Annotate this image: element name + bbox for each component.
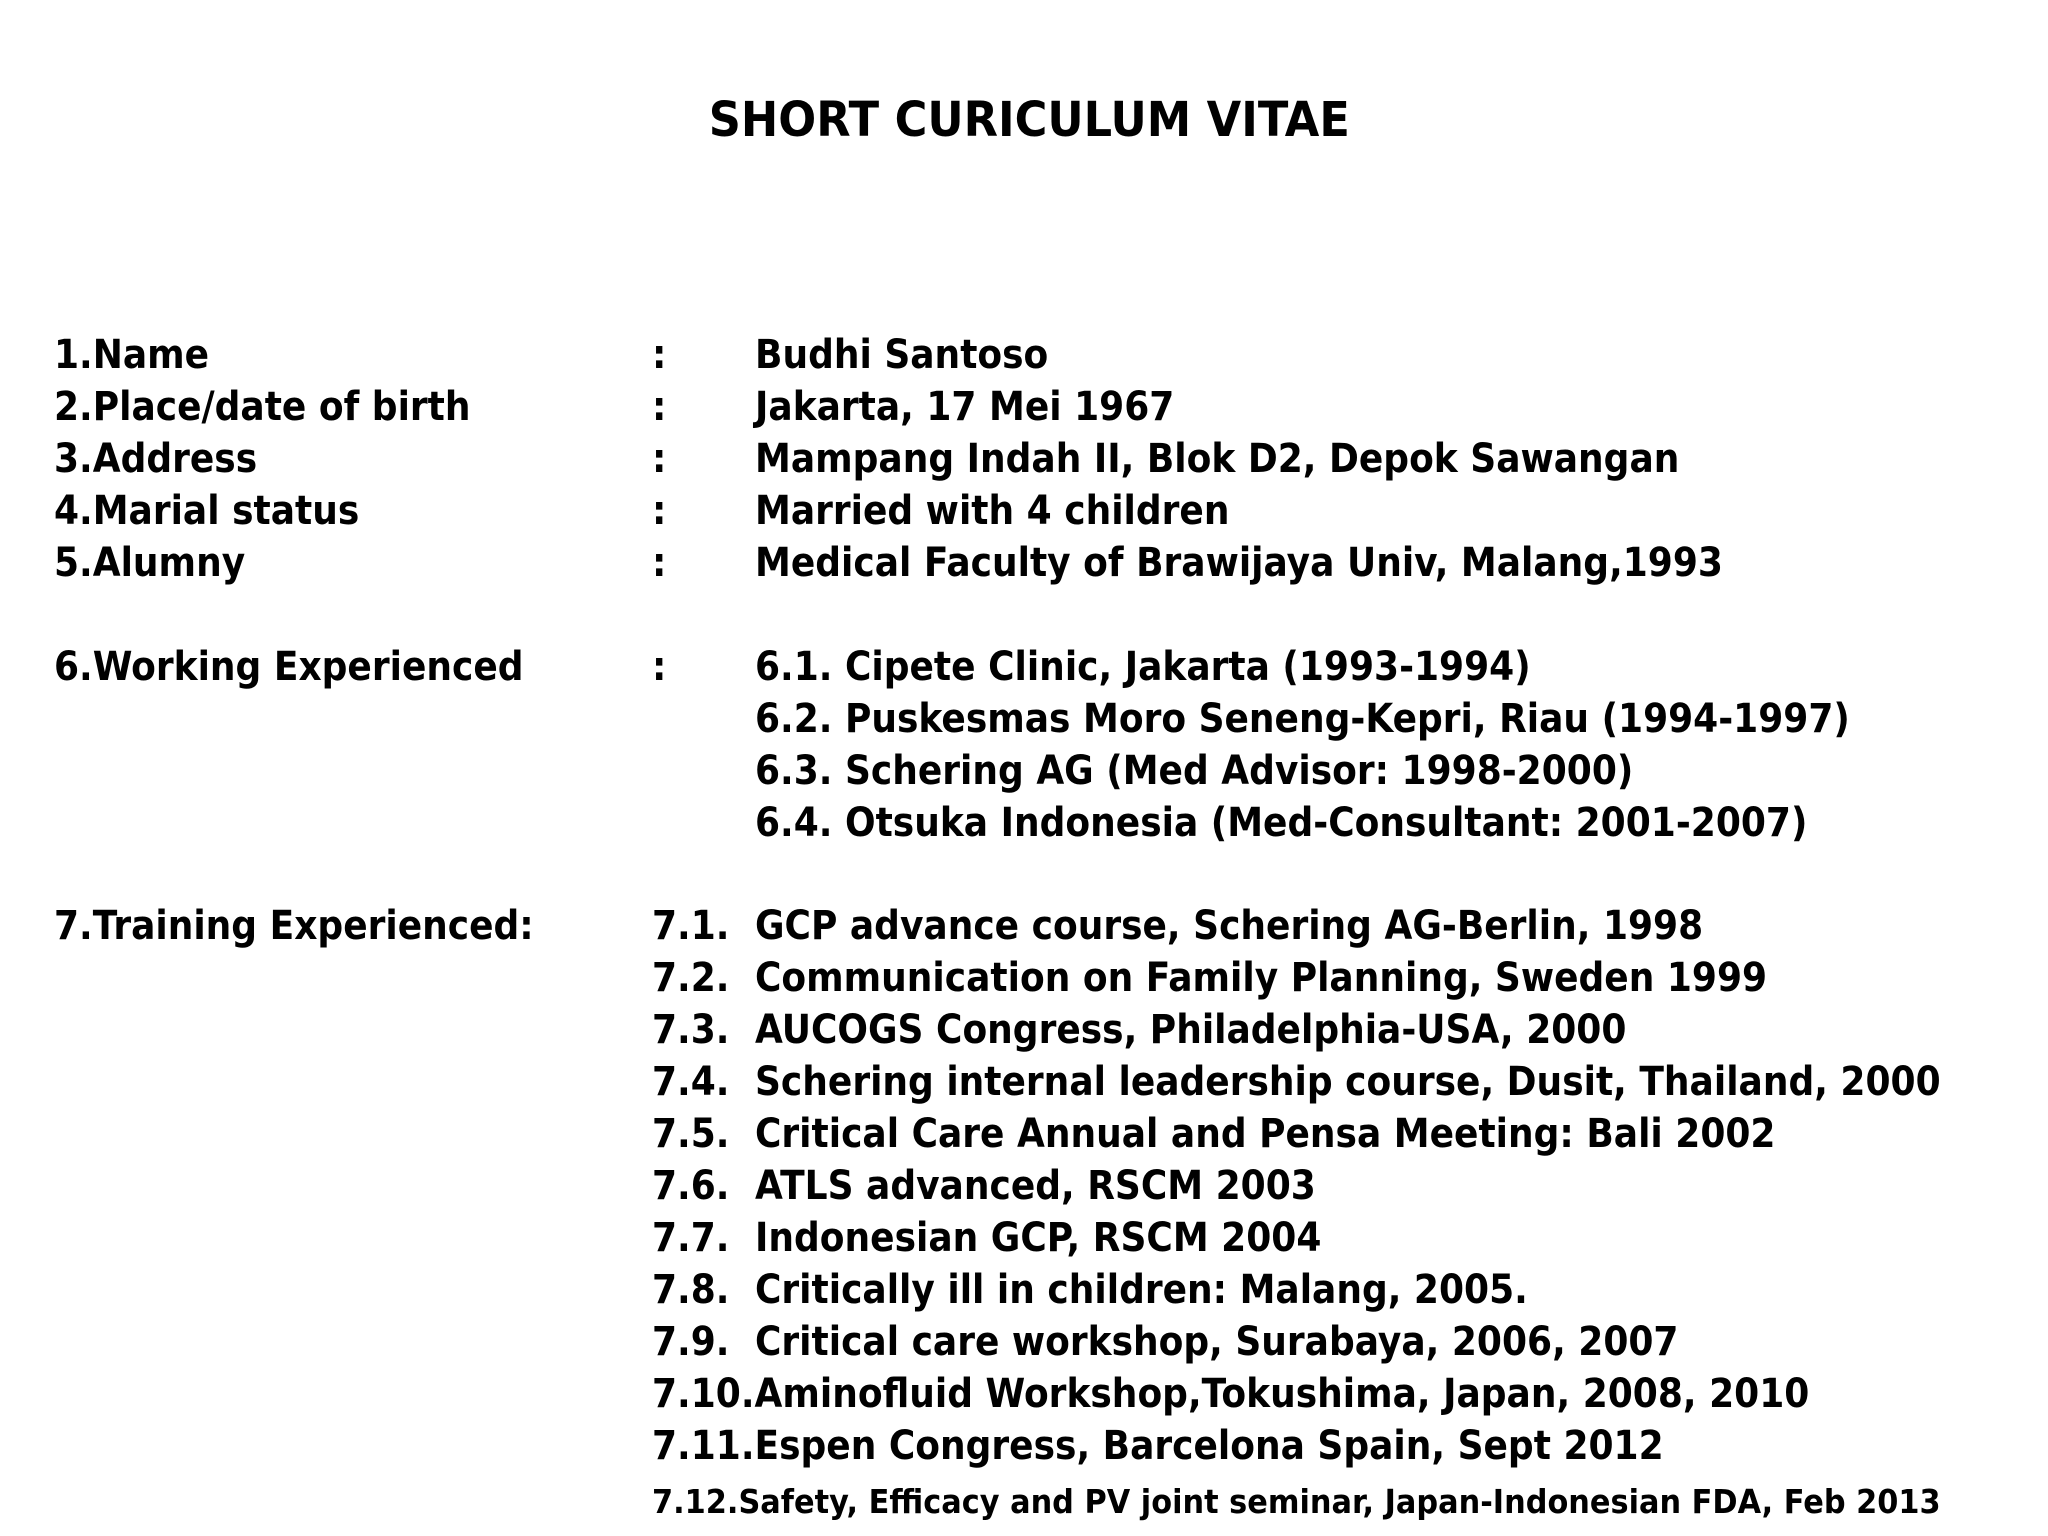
training-item-row xyxy=(0,1264,2048,1316)
training-item-text: Indonesian GCP, RSCM 2004 xyxy=(755,1215,1322,1261)
section-label: 6.Working Experienced xyxy=(54,644,524,690)
field-value: Medical Faculty of Brawijaya Univ, Malang,1993 xyxy=(755,540,1723,586)
training-experience-row xyxy=(0,900,2048,952)
working-item: 6.2. Puskesmas Moro Seneng-Kepri, Riau (1994-1997) xyxy=(755,696,1850,742)
training-item-row xyxy=(0,1004,2048,1056)
working-item: 6.3. Schering AG (Med Advisor: 1998-2000) xyxy=(755,748,1634,794)
training-item-text: AUCOGS Congress, Philadelphia-USA, 2000 xyxy=(755,1007,1627,1053)
training-item-number: 7.8. xyxy=(652,1267,730,1313)
field-separator: : xyxy=(652,488,667,534)
training-item-text: GCP advance course, Schering AG-Berlin, 1998 xyxy=(755,903,1704,949)
training-item-row xyxy=(0,1108,2048,1160)
training-item-text: ATLS advanced, RSCM 2003 xyxy=(755,1163,1316,1209)
training-item-number: 7.2. xyxy=(652,955,730,1001)
field-label: 5.Alumny xyxy=(54,540,246,586)
training-item-row xyxy=(0,1056,2048,1108)
field-separator: : xyxy=(652,644,667,690)
field-value: Budhi Santoso xyxy=(755,332,1049,378)
training-item-row xyxy=(0,952,2048,1004)
field-value: Mampang Indah II, Blok D2, Depok Sawangan xyxy=(755,436,1680,482)
name-row xyxy=(0,329,2048,381)
training-item-row xyxy=(0,1316,2048,1368)
working-item: 6.4. Otsuka Indonesia (Med-Consultant: 2001-2007) xyxy=(755,800,1808,846)
field-separator: : xyxy=(652,436,667,482)
working-item-row xyxy=(0,693,2048,745)
birth-row xyxy=(0,381,2048,433)
training-item-row xyxy=(0,1212,2048,1264)
marital-status-row xyxy=(0,485,2048,537)
field-label: 4.Marial status xyxy=(54,488,360,534)
address-row xyxy=(0,433,2048,485)
working-item-row xyxy=(0,797,2048,849)
training-item-text: 7.12.Safety, Efficacy and PV joint seminar, Japan-Indonesian FDA, Feb 2013 xyxy=(652,1482,1941,1521)
field-label: 3.Address xyxy=(54,436,258,482)
training-item-number: 7.5. xyxy=(652,1111,730,1157)
training-item-text: Critical care workshop, Surabaya, 2006, 2007 xyxy=(755,1319,1679,1365)
training-item-text: Communication on Family Planning, Sweden 1999 xyxy=(755,955,1768,1001)
training-item-number: 7.9. xyxy=(652,1319,730,1365)
training-item-number: 7.3. xyxy=(652,1007,730,1053)
working-item-row xyxy=(0,745,2048,797)
training-item-number: 7.7. xyxy=(652,1215,730,1261)
training-item-number: 7.4. xyxy=(652,1059,730,1105)
field-separator: : xyxy=(652,332,667,378)
training-item-row xyxy=(0,1476,2048,1528)
training-item-text: Critically ill in children: Malang, 2005. xyxy=(755,1267,1528,1313)
field-label: 1.Name xyxy=(54,332,210,378)
training-item-row xyxy=(0,1420,2048,1472)
training-item-row xyxy=(0,1368,2048,1420)
alumni-row xyxy=(0,537,2048,589)
field-value: Jakarta, 17 Mei 1967 xyxy=(755,384,1175,430)
training-item-number: 7.1. xyxy=(652,903,730,949)
training-item-number: 7.6. xyxy=(652,1163,730,1209)
field-label: 2.Place/date of birth xyxy=(54,384,471,430)
field-value: Married with 4 children xyxy=(755,488,1230,534)
training-item-text: Critical Care Annual and Pensa Meeting: Bali 2002 xyxy=(755,1111,1776,1157)
section-label: 7.Training Experienced: xyxy=(54,903,534,949)
training-item-text: 7.10.Aminofluid Workshop,Tokushima, Japan, 2008, 2010 xyxy=(652,1371,1810,1417)
field-separator: : xyxy=(652,384,667,430)
document-title: SHORT CURICULUM VITAE xyxy=(708,92,1350,148)
working-item: 6.1. Cipete Clinic, Jakarta (1993-1994) xyxy=(755,644,1531,690)
field-separator: : xyxy=(652,540,667,586)
training-item-row xyxy=(0,1160,2048,1212)
training-item-text: Schering internal leadership course, Dusit, Thailand, 2000 xyxy=(755,1059,1941,1105)
training-item-text: 7.11.Espen Congress, Barcelona Spain, Sept 2012 xyxy=(652,1423,1664,1469)
working-experience-row xyxy=(0,641,2048,693)
